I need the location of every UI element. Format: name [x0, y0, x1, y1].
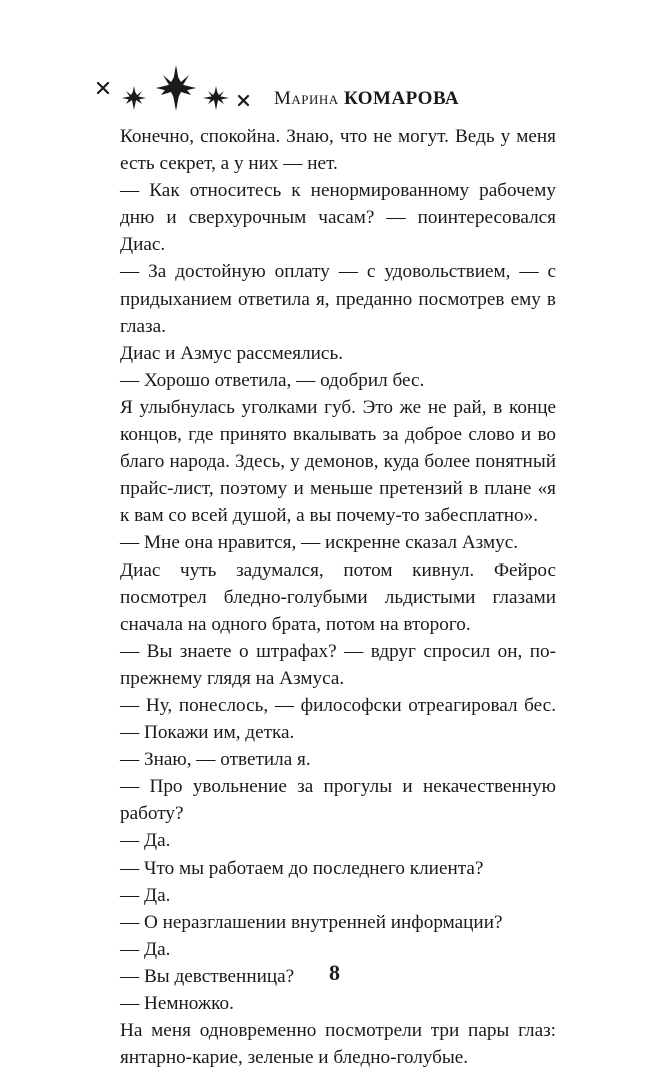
author-last-name: КОМАРОВА	[343, 88, 460, 109]
paragraph: Я улыбнулась уголками губ. Это же не рай, в конце концов, где принято вкалывать за доброе слово и во благо народа. Здесь, у демонов, куда более понятный прайс-лист, поэтому и меньше претензий в плане «я к вам со всей душой, а вы почему-то забесплатно».	[120, 396, 556, 527]
paragraph: — За достойную оплату — с удовольствием, — с придыханием ответила я, преданно посмотрев ему в глаза.	[120, 261, 556, 337]
paragraph: — Знаю, — ответила я.	[120, 749, 311, 771]
page-number: 8	[329, 960, 340, 985]
paragraph: — Вы знаете о штрафах? — вдруг спросил он, по-прежнему глядя на Азмуса.	[120, 640, 556, 689]
paragraph: — Да.	[120, 884, 171, 906]
page-header	[92, 60, 592, 120]
paragraph: Конечно, спокойна. Знаю, что не могут. Ведь у меня есть секрет, а у них — нет.	[120, 126, 556, 175]
paragraph: — Да.	[120, 938, 171, 960]
author-first-name: Марина	[274, 88, 339, 109]
paragraph: — Вы девственница?	[120, 965, 295, 987]
star-ornament-icon	[92, 60, 262, 120]
paragraph: Диас чуть задумался, потом кивнул. Фейрос посмотрел бледно-голубыми льдистыми глазами сначала на одного брата, потом на второго.	[120, 559, 556, 635]
running-head	[274, 88, 459, 110]
paragraph: — Немножко.	[120, 993, 234, 1014]
paragraph: — Ну, понеслось, — философски отреагировал бес. — Покажи им, детка.	[120, 694, 556, 744]
paragraph: Диас и Азмус рассмеялись.	[120, 342, 343, 364]
paragraph: — Как относитесь к ненормированному рабочему дню и сверхурочным часам? — поинтересовался Диас.	[120, 180, 556, 256]
body-text	[120, 123, 556, 1071]
paragraph: — Что мы работаем до последнего клиента?	[120, 857, 484, 879]
paragraph: — Про увольнение за прогулы и некачественную работу?	[120, 776, 556, 825]
paragraph: На меня одновременно посмотрели три пары глаз: янтарно-карие, зеленые и бледно-голубые.	[120, 1020, 556, 1069]
paragraph: — О неразглашении внутренней информации?	[120, 911, 503, 933]
paragraph: — Хорошо ответила, — одобрил бес.	[120, 369, 425, 391]
paragraph: — Мне она нравится, — искренне сказал Азмус.	[120, 532, 519, 554]
paragraph: — Да.	[120, 830, 171, 852]
